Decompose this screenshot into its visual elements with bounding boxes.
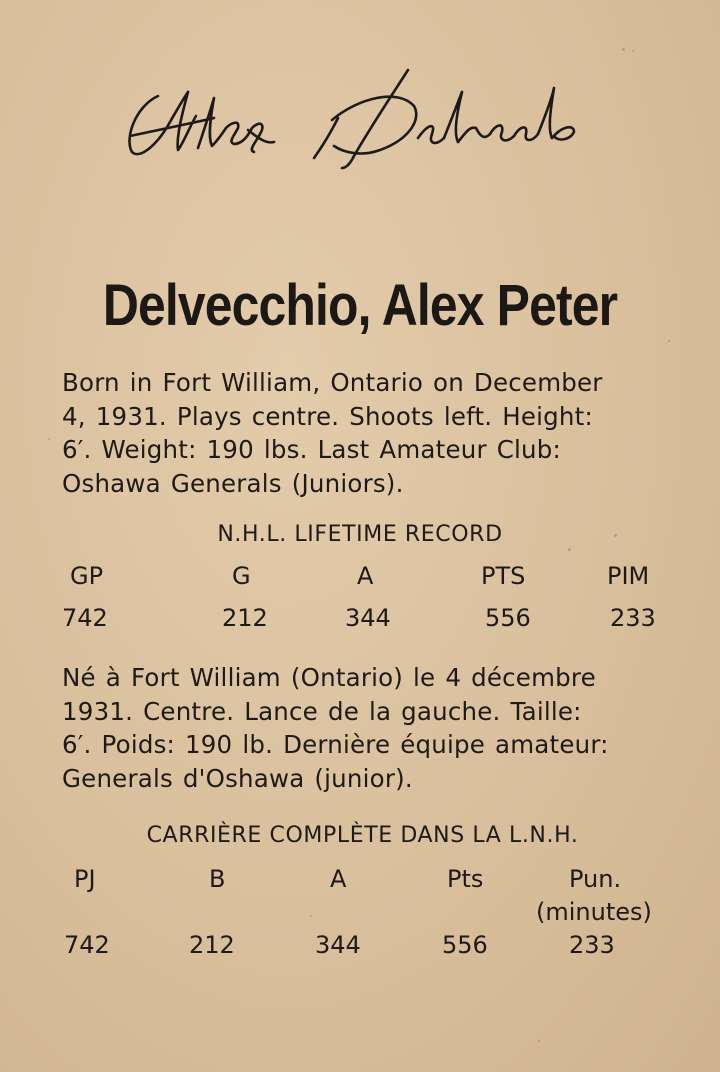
stat-value-pts-fr: 556 xyxy=(442,931,488,959)
stat-header-pim: PIM xyxy=(607,562,650,590)
paper-speck xyxy=(48,438,50,440)
paper-speck xyxy=(622,48,625,51)
stat-header-pj: PJ xyxy=(74,865,96,893)
stat-header-b: B xyxy=(209,865,226,893)
player-name: Delvecchio, Alex Peter xyxy=(102,273,618,338)
signature xyxy=(118,58,588,178)
stat-value-gp: 742 xyxy=(62,604,108,632)
english-record-heading: N.H.L. LIFETIME RECORD xyxy=(217,522,503,547)
stat-value-pj: 742 xyxy=(64,931,110,959)
english-bio-line: Oshawa Generals (Juniors). xyxy=(62,468,404,498)
stat-header-g: G xyxy=(232,562,251,590)
stat-value-pim: 233 xyxy=(610,604,656,632)
english-bio-line: 4, 1931. Plays centre. Shoots left. Height: xyxy=(62,401,593,431)
stat-header-a: A xyxy=(357,562,374,590)
stat-value-pun: 233 xyxy=(569,931,615,959)
french-bio xyxy=(62,661,658,795)
stat-value-g: 212 xyxy=(222,604,268,632)
french-stat-headers xyxy=(0,865,720,899)
paper-speck xyxy=(538,1040,540,1042)
english-bio-line: Born in Fort William, Ontario on December xyxy=(62,368,603,397)
french-bio-line: 1931. Centre. Lance de la gauche. Taille: xyxy=(62,696,582,726)
paper-speck xyxy=(632,50,634,52)
english-stat-values xyxy=(0,604,720,638)
english-bio xyxy=(62,366,658,500)
stat-header-a-fr: A xyxy=(330,865,347,893)
stat-value-a: 344 xyxy=(345,604,391,632)
french-bio-line: Né à Fort William (Ontario) le 4 décembre xyxy=(62,663,596,692)
paper-speck xyxy=(568,548,571,551)
stat-value-pts: 556 xyxy=(485,604,531,632)
stat-header-gp: GP xyxy=(70,562,104,590)
stat-header-pts-fr: Pts xyxy=(447,865,484,893)
french-record-heading: CARRIÈRE COMPLÈTE DANS LA L.N.H. xyxy=(146,823,579,848)
stat-value-b: 212 xyxy=(189,931,235,959)
paper-speck xyxy=(310,915,312,917)
english-stat-headers xyxy=(0,562,720,596)
french-bio-line: Generals d'Oshawa (junior). xyxy=(62,763,413,793)
stat-value-a-fr: 344 xyxy=(315,931,361,959)
english-bio-line: 6′. Weight: 190 lbs. Last Amateur Club: xyxy=(62,435,561,464)
signature-drawing xyxy=(118,58,588,178)
french-bio-line: 6′. Poids: 190 lb. Dernière équipe amateur: xyxy=(62,730,609,759)
stat-header-pun: Pun. xyxy=(569,865,622,893)
paper-speck xyxy=(668,340,670,342)
french-stat-values xyxy=(0,931,720,965)
stat-header-pts: PTS xyxy=(481,562,526,590)
stat-header-pun-sub: (minutes) xyxy=(536,898,652,926)
